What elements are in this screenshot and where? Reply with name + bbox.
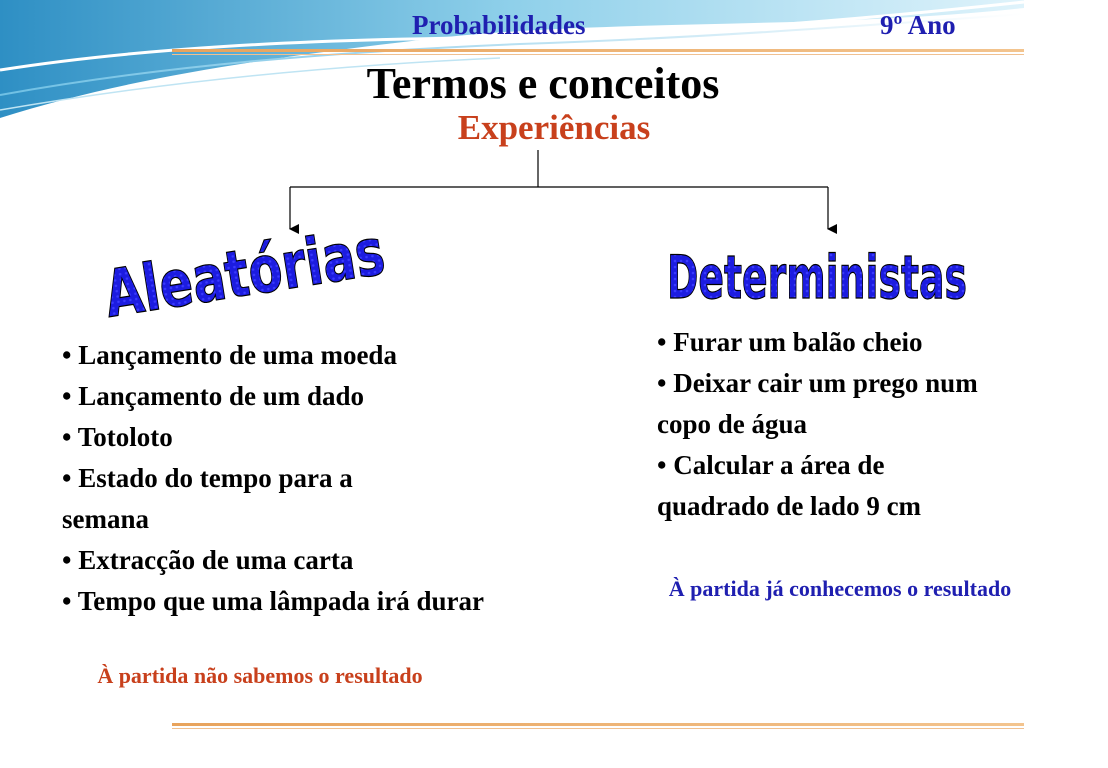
list-item: • Lançamento de uma moeda bbox=[62, 340, 397, 370]
list-item: • Extracção de uma carta bbox=[62, 545, 354, 575]
page-subtitle: Experiências bbox=[457, 108, 651, 147]
deterministic-experiments-list bbox=[657, 322, 1002, 527]
heading-deterministas: Deterministas bbox=[667, 243, 967, 313]
list-item: • Estado do tempo para a semana bbox=[62, 463, 353, 534]
heading-aleatorias: Aleatórias bbox=[99, 193, 520, 333]
header-grade: 9º Ano bbox=[880, 10, 956, 40]
list-item: • Furar um balão cheio bbox=[657, 327, 923, 357]
deterministic-note: À partida já conhecemos o resultado bbox=[668, 576, 1012, 601]
bottom-divider bbox=[172, 723, 1024, 726]
page-title: Termos e conceitos bbox=[366, 59, 720, 108]
bottom-divider-thin bbox=[172, 728, 1024, 729]
list-item: • Tempo que uma lâmpada irá durar bbox=[62, 586, 485, 616]
random-note: À partida não sabemos o resultado bbox=[97, 663, 423, 688]
header-subject: Probabilidades bbox=[412, 10, 586, 40]
random-experiments-list bbox=[62, 335, 512, 622]
list-item: • Calcular a área de quadrado de lado 9 cm bbox=[657, 450, 922, 521]
list-item: • Totoloto bbox=[62, 422, 173, 452]
list-item: • Deixar cair um prego num copo de água bbox=[657, 368, 978, 439]
list-item: • Lançamento de um dado bbox=[62, 381, 364, 411]
